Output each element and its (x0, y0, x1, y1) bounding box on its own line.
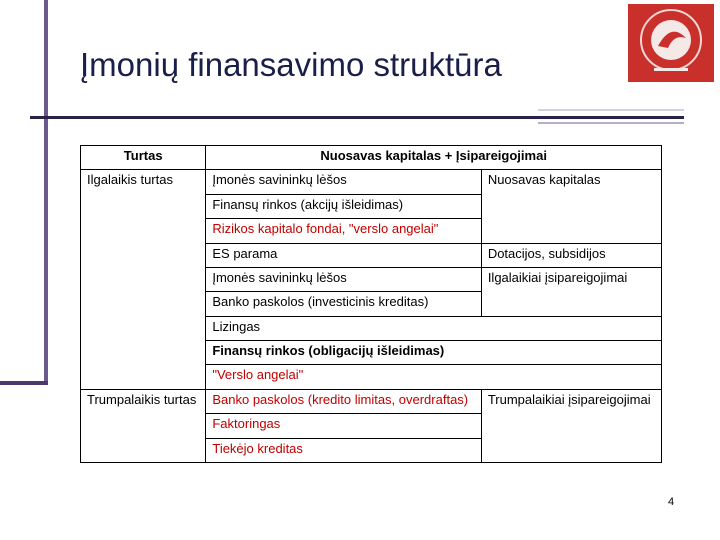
short-term-asset-cell: Trumpalaikis turtas (81, 389, 206, 462)
owners-funds-2: Įmonės savininkų lėšos (206, 267, 481, 291)
left-accent-line (44, 0, 48, 384)
owners-funds-1: Įmonės savininkų lėšos (206, 170, 481, 194)
header-rule-top (538, 109, 684, 111)
left-decor-bar (0, 0, 46, 384)
leasing: Lizingas (206, 316, 662, 340)
long-term-liabilities-cell: Ilgalaikiai įsipareigojimai (481, 267, 661, 316)
university-logo (628, 4, 714, 82)
header-rule-bottom (538, 122, 684, 124)
supplier-credit: Tiekėjo kreditas (206, 438, 481, 463)
business-angels: "Verslo angelai" (206, 365, 662, 389)
long-term-asset-cell: Ilgalaikis turtas (81, 170, 206, 389)
factoring: Faktoringas (206, 414, 481, 438)
financial-markets-shares: Finansų rinkos (akcijų išleidimas) (206, 194, 481, 218)
left-accent-foot (0, 381, 48, 385)
header-asset: Turtas (81, 146, 206, 170)
grants-cell: Dotacijos, subsidijos (481, 243, 661, 267)
financing-structure-table (80, 145, 662, 463)
eu-support: ES parama (206, 243, 481, 267)
financial-markets-bonds: Finansų rinkos (obligacijų išleidimas) (206, 341, 662, 365)
header-rule (30, 116, 684, 119)
short-term-liabilities-cell: Trumpalaikiai įsipareigojimai (481, 389, 661, 462)
equity-cell: Nuosavas kapitalas (481, 170, 661, 243)
bank-loans-investment: Banko paskolos (investicinis kreditas) (206, 292, 481, 316)
bank-loans-credit: Banko paskolos (kredito limitas, overdraftas) (206, 389, 481, 413)
header-capital: Nuosavas kapitalas + Įsipareigojimai (206, 146, 662, 170)
venture-funds: Rizikos kapitalo fondai, "verslo angelai" (206, 219, 481, 243)
slide-title: Įmonių finansavimo struktūra (80, 46, 502, 83)
page-number: 4 (668, 496, 675, 508)
